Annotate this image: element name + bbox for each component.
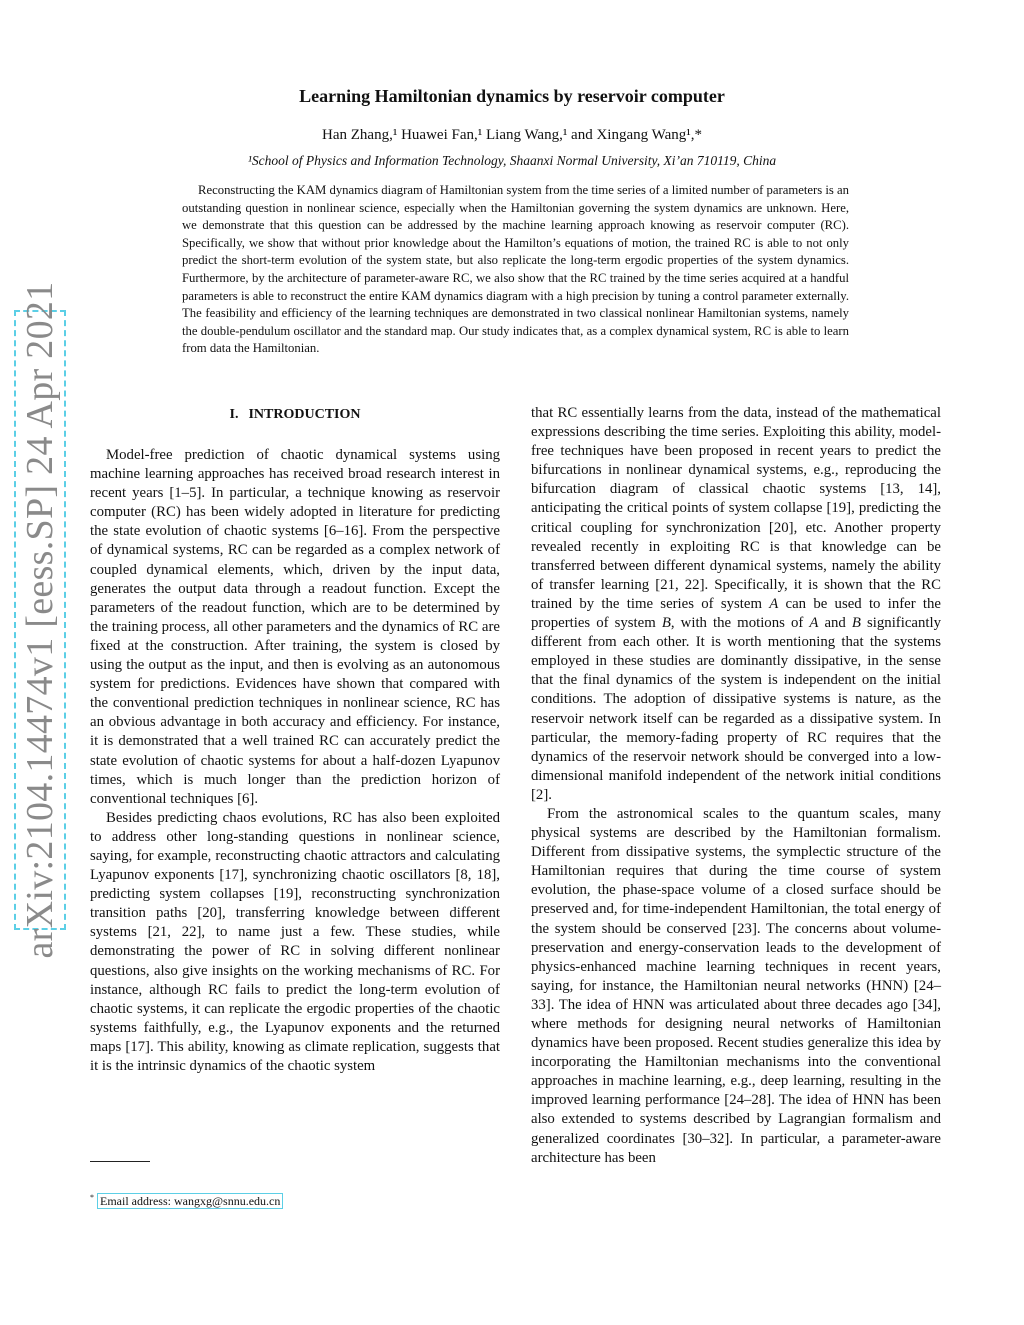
footnote bbox=[90, 1193, 283, 1209]
text-span: , with the motions of bbox=[670, 615, 810, 632]
intro-paragraph-2: Besides predicting chaos evolutions, RC has also been exploited to address other long-standing questions in nonlinear science, saying, for example, reconstructing chaotic attractors and calculating Lyapunov exponents [17], synchronizing chaotic oscillators [8, 18], predicting system collapses [19], reconstructing synchronization transition paths [20], transferring knowledge between different systems [21, 22], to name just a few. These studies, while demonstrating the power of RC in solving different nonlinear questions, also give insights on the working mechanisms of RC. For instance, although RC fails to predict the long-term evolution of chaotic systems, it can replicate the ergodic properties of the chaotic systems faithfully, e.g., the Lyapunov exponents and the returned maps [17]. This ability, knowing as climate replication, suggests that it is the intrinsic dynamics of the chaotic system bbox=[90, 809, 500, 1074]
math-var-a: A bbox=[769, 595, 779, 612]
text-span: and bbox=[818, 615, 852, 632]
author-list: Han Zhang,¹ Huawei Fan,¹ Liang Wang,¹ and Xingang Wang¹,* bbox=[322, 127, 702, 143]
arxiv-id-label: arXiv:2104.14474v1 [eess.SP] 24 Apr 2021 bbox=[19, 281, 61, 959]
footnote-mark: * bbox=[90, 1193, 94, 1202]
text-span: that RC essentially learns from the data, instead of the mathematical expressions describing the time series. Exploiting this ability, model-free techniques have been proposed in recent years to predict the bifurcations in nonlinear dynamical systems, e.g., reproducing the bifurcation diagram of classical chaotic systems [13, 14], anticipating the critical points of system collapse [19], predicting the critical coupling for synchronization [20], etc. Another property revealed recently in exploiting RC is that knowledge can be transferred between different dynamical systems, namely the ability of transfer learning [21, 22]. Specifically, it is shown that the RC trained by the time series of system bbox=[531, 405, 941, 612]
affiliation: ¹School of Physics and Information Technology, Shaanxi Normal University, Xi’an 710119, China bbox=[247, 153, 777, 168]
footnote-divider bbox=[90, 1161, 150, 1162]
left-column bbox=[90, 404, 500, 1076]
right-column bbox=[531, 404, 941, 1168]
intro-paragraph-2-continued bbox=[531, 404, 941, 805]
math-var-b: B bbox=[851, 615, 861, 632]
intro-paragraph-1: Model-free prediction of chaotic dynamical systems using machine learning approaches has received broad research interest in recent years [1–5]. In particular, a technique knowing as reservoir computer (RC) has been widely adopted in literature for predicting the state evolution of chaotic systems [6–16]. From the perspective of dynamical systems, RC can be regarded as a complex network of coupled dynamical elements, which, driven by the input data, generates the output data through a readout function. Except the parameters of the readout function, which are to be determined by the training process, all other parameters and the dynamics of RC are fixed at the construction. After training, the system is closed by using the output as the input, and then is evolving as an autonomous system for predictions. Evidences have shown that compared with the conventional prediction techniques in nonlinear science, RC has an obvious advantage in both accuracy and efficiency. For instance, it is demonstrated that a well trained RC can accurately predict the state evolution of chaotic systems for about a half-dozen Lyapunov times, which is much longer than the prediction horizon of conventional techniques [6]. bbox=[90, 447, 500, 807]
email-link[interactable]: Email address: wangxg@snnu.edu.cn bbox=[97, 1193, 283, 1209]
section-heading bbox=[90, 404, 500, 426]
intro-paragraph-3: From the astronomical scales to the quantum scales, many physical systems are described by the Hamiltonian formalism. Different from dissipative systems, the symplectic structure of the Hamiltonian requires that during the time course of system evolution, the phase-space volume of a closed surface should be preserved and, for time-independent Hamiltonian, the total energy of the system should be conserved [23]. The concerns about volume-preservation and energy-conservation leads to the development of physics-enhanced machine learning techniques in recent years, saying, for instance, the Hamiltonian neural networks (HNN) [24–33]. The idea of HNN was articulated about three decades ago [34], where methods for designing neural networks of Hamiltonian dynamics have been proposed. Recent studies generalize this idea by incorporating the Hamiltonian mechanisms into the conventional approaches in machine learning, e.g., deep learning, resulting in the improved learning performance [24–28]. The idea of HNN has been also extended to systems described by Lagrangian formalism and generalized coordinates [30–32]. In particular, a parameter-aware architecture has been bbox=[531, 805, 941, 1166]
section-title: INTRODUCTION bbox=[248, 407, 361, 422]
section-number: I. bbox=[229, 407, 239, 422]
abstract: Reconstructing the KAM dynamics diagram of Hamiltonian system from the time series of a limited number of parameters is an outstanding question in nonlinear science, especially when the Hamiltonian governing the system dynamics are unknown. Here, we demonstrate that this question can be addressed by the machine learning approach knowing as reservoir computer (RC). Specifically, we show that without prior knowledge about the Hamilton’s equations of motion, the trained RC is able to not only predict the short-term evolution of the system state, but also replicate the long-term ergodic properties of the system dynamics. Furthermore, by the architecture of parameter-aware RC, we also show that the RC trained by the time series acquired at a handful parameters is able to reconstruct the entire KAM dynamics diagram with a high precision by tuning a control parameter externally. The feasibility and efficiency of the learning techniques are demonstrated in two classical nonlinear Hamiltonian systems, namely the double-pendulum oscillator and the standard map. Our study indicates that, as a complex dynamical system, RC is able to learn from data the Hamiltonian. bbox=[182, 183, 849, 356]
paper-title: Learning Hamiltonian dynamics by reservoir computer bbox=[299, 86, 725, 106]
arxiv-stamp bbox=[14, 281, 66, 959]
text-span: significantly different from each other. It is worth mentioning that the systems employed in these studies are dominantly dissipative, in the sense that the final dynamics of the system is independent on the initial conditions. The adoption of dissipative systems is nature, as the reservoir network itself can be regarded as a dissipative system. In particular, the memory-fading property of RC requires that the dynamics of the reservoir network should be converged into a low-dimensional manifold independent of the network initial conditions [2]. bbox=[531, 615, 941, 803]
math-var-b: B bbox=[661, 615, 671, 632]
text-span: can be used to infer the properties of system bbox=[531, 595, 941, 632]
math-var-a: A bbox=[809, 615, 819, 632]
